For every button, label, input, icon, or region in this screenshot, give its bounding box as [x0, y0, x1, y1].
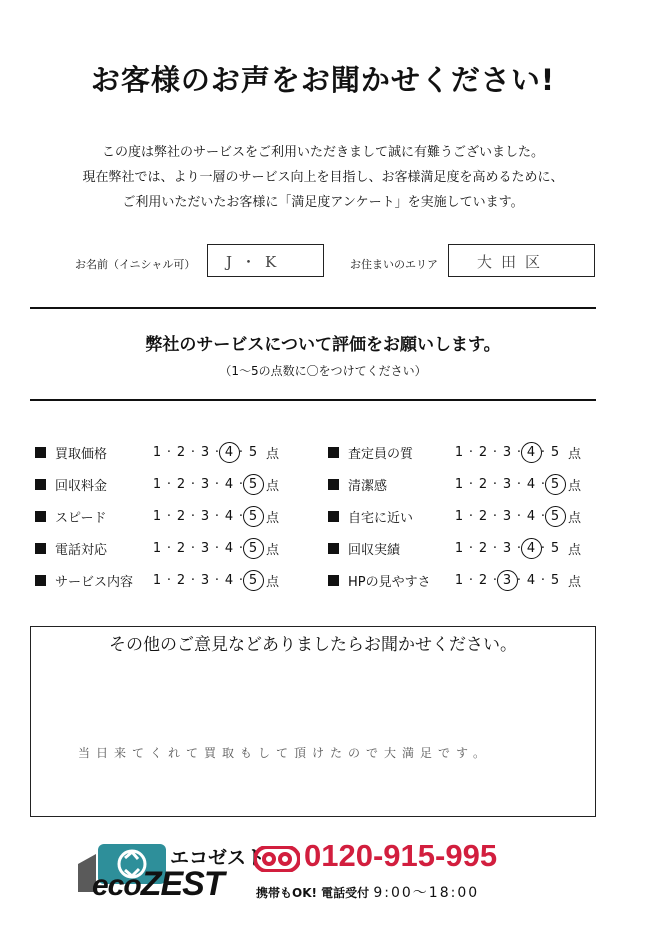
separator: · [190, 572, 196, 588]
separator: · [492, 476, 498, 492]
brand-kana: エコゼスト [170, 847, 266, 869]
rating-unit: 点 [266, 510, 280, 526]
rating-option[interactable]: 1 [152, 444, 162, 460]
phone-number[interactable]: 0120-915-995 [304, 838, 498, 873]
rating-option[interactable]: 1 [152, 508, 162, 524]
separator: · [190, 476, 196, 492]
rating-option[interactable]: 1 [454, 476, 464, 492]
rating-label: サービス内容 [55, 574, 134, 590]
rating-scale [152, 573, 258, 588]
rating-option[interactable]: 1 [454, 444, 464, 460]
separator: · [492, 444, 498, 460]
rating-unit: 点 [568, 574, 582, 590]
separator: · [468, 540, 474, 556]
rating-unit: 点 [266, 446, 280, 462]
rating-scale [152, 445, 258, 460]
rating-option[interactable]: 3 [502, 508, 512, 524]
rating-option[interactable]: 5 [248, 444, 258, 460]
rating-scale [454, 509, 560, 524]
rating-row [328, 500, 581, 532]
rating-option[interactable]: 3 [502, 476, 512, 492]
freedial-icon [254, 846, 300, 876]
rating-option[interactable]: 4 [224, 476, 234, 492]
rating-scale [454, 445, 560, 460]
bullet-square-icon [328, 447, 339, 458]
rating-scale [152, 477, 258, 492]
separator: · [492, 540, 498, 556]
separator: · [190, 540, 196, 556]
rating-option[interactable]: 2 [478, 444, 488, 460]
rating-unit: 点 [568, 478, 582, 494]
name-label: お名前（イニシャル可） [75, 258, 196, 271]
separator: · [166, 476, 172, 492]
separator: · [166, 572, 172, 588]
rating-option[interactable]: 3 [502, 572, 512, 588]
rating-row [35, 436, 279, 468]
separator: · [166, 444, 172, 460]
comment-question: その他のご意見などありましたらお聞かせください。 [109, 635, 517, 655]
rating-option[interactable]: 3 [502, 540, 512, 556]
rating-option[interactable]: 4 [224, 572, 234, 588]
separator: · [468, 444, 474, 460]
rating-column-right [328, 436, 581, 596]
separator: · [190, 444, 196, 460]
comment-answer: 当日来てくれて買取もして頂けたので大満足です。 [78, 746, 492, 760]
rating-option[interactable]: 1 [152, 572, 162, 588]
brand-eco: eco [92, 869, 141, 902]
rating-label: 買取価格 [55, 446, 108, 462]
page-title: お客様のお声をお聞かせください! [90, 63, 556, 97]
separator: · [540, 572, 546, 588]
rating-option[interactable]: 4 [224, 444, 234, 460]
bullet-square-icon [35, 447, 46, 458]
separator: · [238, 444, 244, 460]
bullet-square-icon [328, 543, 339, 554]
divider-top [30, 307, 596, 309]
bullet-square-icon [328, 575, 339, 586]
separator: · [214, 540, 220, 556]
rating-row [35, 468, 279, 500]
rating-scale [454, 477, 560, 492]
rating-option[interactable]: 1 [454, 508, 464, 524]
separator: · [214, 572, 220, 588]
rating-row [328, 564, 581, 596]
rating-option[interactable]: 1 [454, 540, 464, 556]
separator: · [238, 572, 244, 588]
rating-scale [152, 541, 258, 556]
rating-option[interactable]: 3 [200, 444, 210, 460]
rating-option[interactable]: 2 [176, 444, 186, 460]
rating-row [35, 500, 279, 532]
rating-option[interactable]: 5 [550, 540, 560, 556]
area-label: お住まいのエリア [350, 258, 438, 271]
intro-line-1: この度は弊社のサービスをご利用いただきまして誠に有難うございました。 [101, 145, 544, 160]
rating-option[interactable]: 3 [200, 476, 210, 492]
rating-option[interactable]: 1 [454, 572, 464, 588]
brand-zest: ZEST [140, 865, 224, 903]
rating-option[interactable]: 5 [550, 476, 560, 492]
separator: · [166, 540, 172, 556]
separator: · [468, 508, 474, 524]
rating-row [328, 532, 581, 564]
rating-option[interactable]: 2 [478, 572, 488, 588]
rating-scale [152, 509, 258, 524]
rating-scale [454, 573, 560, 588]
rating-option[interactable]: 5 [248, 476, 258, 492]
rating-unit: 点 [568, 446, 582, 462]
rating-option[interactable]: 3 [200, 508, 210, 524]
intro-text [0, 140, 646, 215]
separator: · [492, 572, 498, 588]
separator: · [238, 508, 244, 524]
bullet-square-icon [328, 511, 339, 522]
separator: · [214, 508, 220, 524]
separator: · [516, 540, 522, 556]
rating-row [328, 468, 581, 500]
separator: · [214, 444, 220, 460]
rating-option[interactable]: 5 [248, 508, 258, 524]
separator: · [540, 444, 546, 460]
bullet-square-icon [328, 479, 339, 490]
divider-bottom [30, 399, 596, 401]
separator: · [214, 476, 220, 492]
rating-option[interactable]: 1 [152, 476, 162, 492]
rating-option[interactable]: 2 [176, 508, 186, 524]
rating-option[interactable]: 3 [502, 444, 512, 460]
separator: · [238, 476, 244, 492]
brand-logo [92, 865, 224, 904]
rating-option[interactable]: 2 [478, 540, 488, 556]
separator: · [516, 476, 522, 492]
intro-line-3: ご利用いただいたお客様に「満足度アンケート」を実施しています。 [122, 195, 524, 210]
rating-row [35, 564, 279, 596]
separator: · [516, 572, 522, 588]
bullet-square-icon [35, 511, 46, 522]
separator: · [540, 476, 546, 492]
rating-label: 電話対応 [55, 542, 108, 558]
rating-option[interactable]: 5 [248, 540, 258, 556]
rating-option[interactable]: 5 [550, 572, 560, 588]
rating-option[interactable]: 4 [526, 540, 536, 556]
rating-unit: 点 [266, 478, 280, 494]
rating-label: 自宅に近い [348, 510, 414, 526]
rating-label: 回収実績 [348, 542, 401, 558]
rating-option[interactable]: 4 [526, 508, 536, 524]
rating-row [328, 436, 581, 468]
rating-label: スピード [55, 510, 107, 526]
separator: · [190, 508, 196, 524]
rating-label: 回収料金 [55, 478, 108, 494]
bullet-square-icon [35, 479, 46, 490]
rating-heading: 弊社のサービスについて評価をお願いします。 [145, 335, 501, 355]
rating-unit: 点 [266, 574, 280, 590]
rating-option[interactable]: 2 [176, 572, 186, 588]
rating-option[interactable]: 4 [526, 444, 536, 460]
rating-row [35, 532, 279, 564]
rating-option[interactable]: 3 [200, 540, 210, 556]
separator: · [540, 540, 546, 556]
rating-note: （1〜5の点数に〇をつけてください） [219, 364, 427, 378]
rating-option[interactable]: 4 [526, 476, 536, 492]
intro-line-2: 現在弊社では、より一層のサービス向上を目指し、お客様満足度を高めるために、 [82, 170, 564, 185]
rating-unit: 点 [568, 542, 582, 558]
rating-option[interactable]: 4 [224, 508, 234, 524]
rating-label: HPの見やすさ [348, 574, 431, 590]
hours-time: 9:00〜18:00 [373, 885, 480, 901]
separator: · [492, 508, 498, 524]
rating-option[interactable]: 1 [152, 540, 162, 556]
rating-scale [454, 541, 560, 556]
rating-column-left [35, 436, 279, 596]
rating-option[interactable]: 2 [478, 476, 488, 492]
rating-option[interactable]: 5 [248, 572, 258, 588]
rating-label: 査定員の質 [348, 446, 414, 462]
rating-option[interactable]: 2 [478, 508, 488, 524]
rating-unit: 点 [266, 542, 280, 558]
rating-option[interactable]: 5 [550, 508, 560, 524]
separator: · [166, 508, 172, 524]
name-field[interactable] [207, 244, 324, 277]
separator: · [516, 508, 522, 524]
rating-option[interactable]: 5 [550, 444, 560, 460]
area-field[interactable] [448, 244, 595, 277]
rating-option[interactable]: 2 [176, 476, 186, 492]
rating-option[interactable]: 2 [176, 540, 186, 556]
hours [256, 882, 479, 902]
rating-option[interactable]: 4 [526, 572, 536, 588]
rating-unit: 点 [568, 510, 582, 526]
rating-option[interactable]: 4 [224, 540, 234, 556]
separator: · [238, 540, 244, 556]
separator: · [468, 476, 474, 492]
rating-label: 清潔感 [348, 478, 388, 494]
area-value: 大田区 [477, 253, 550, 271]
separator: · [468, 572, 474, 588]
hours-label: 携帯もOK! 電話受付 [256, 886, 370, 900]
name-value: J・K [226, 253, 286, 271]
bullet-square-icon [35, 575, 46, 586]
rating-option[interactable]: 3 [200, 572, 210, 588]
separator: · [540, 508, 546, 524]
separator: · [516, 444, 522, 460]
bullet-square-icon [35, 543, 46, 554]
